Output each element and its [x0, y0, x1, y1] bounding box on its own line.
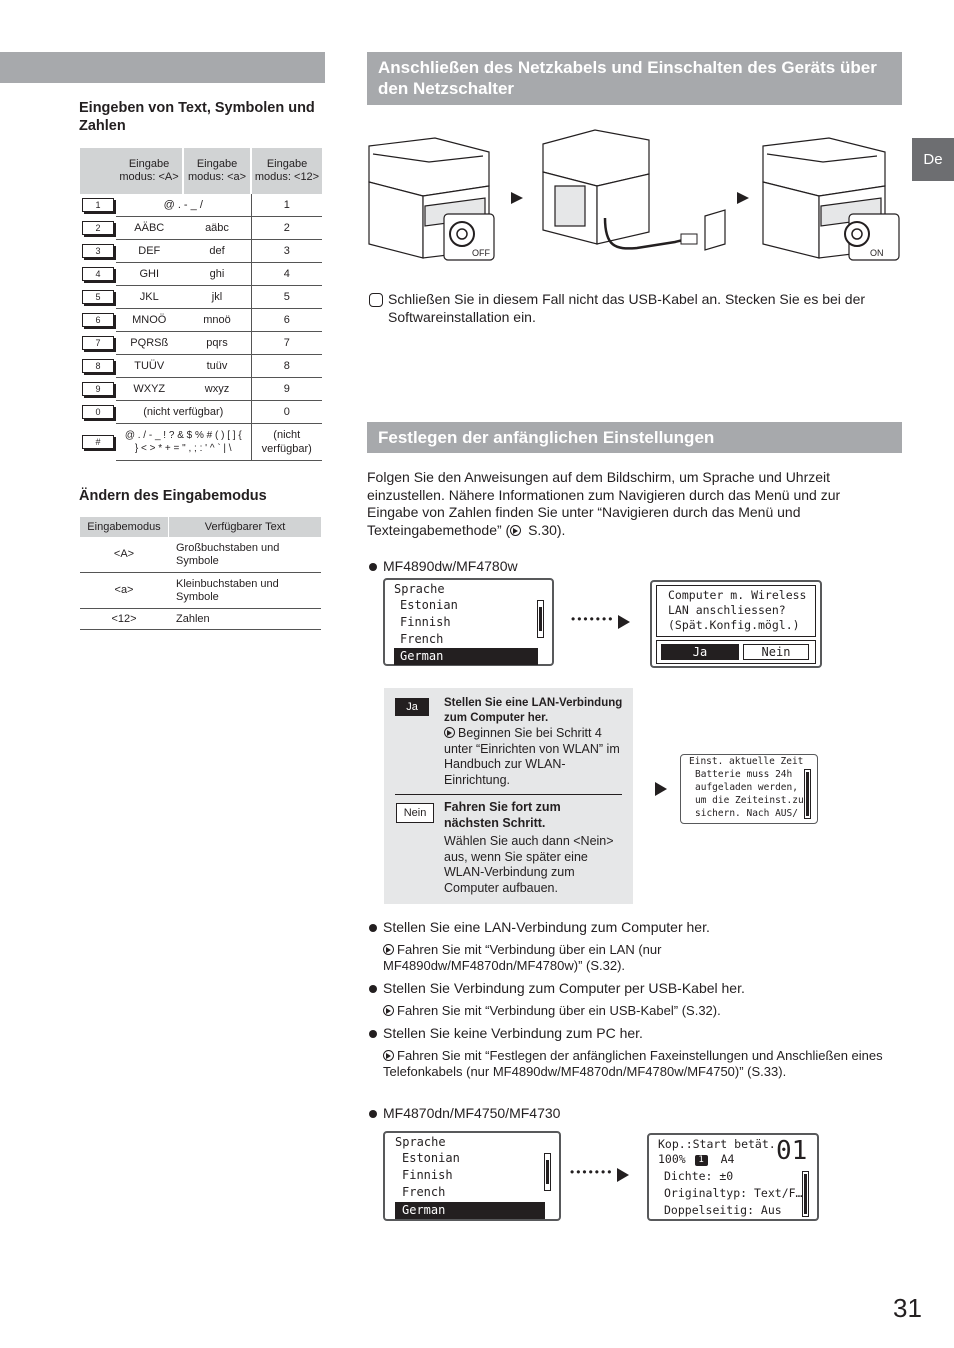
table-cell: @ . / - _ ! ? & $ % # ( ) [ ] { } < > * + = " , ; : ' ^ ` | \ [116, 424, 251, 461]
key-2-icon: 2 [82, 221, 114, 235]
scrollbar [537, 600, 544, 638]
bullet-icon [369, 1110, 377, 1118]
table-cell: 7 [251, 332, 322, 355]
off-label: OFF [472, 248, 490, 258]
table-cell: <a> [80, 573, 169, 609]
lcd-language-screen [383, 578, 554, 666]
reference-arrow-icon [383, 944, 394, 955]
yes-bold: Stellen Sie eine LAN-Verbindung zum Computer her. [444, 697, 623, 724]
lcd-line: Doppelseitig: Aus [664, 1203, 782, 1217]
bullet-sub [383, 1003, 883, 1019]
lcd-item: Finnish [402, 1168, 453, 1182]
table-cell: MNOÖ [116, 309, 183, 332]
reference-arrow-icon [444, 727, 455, 738]
bullet-sub-text: Fahren Sie mit “Verbindung über ein LAN (nur MF4890dw/MF4870dn/MF4780w)” (S.32). [383, 942, 662, 973]
lcd-line: um die Zeiteinst.zu [695, 795, 804, 806]
reference-arrow-icon [383, 1005, 394, 1016]
lcd-item: French [402, 1185, 446, 1199]
key-3-icon: 3 [82, 244, 114, 258]
table-row [80, 424, 322, 461]
mode-table-header: Eingabemodus [80, 517, 169, 537]
lcd-wireless-screen [650, 580, 822, 668]
bullet-icon [369, 563, 377, 571]
model1-label: MF4890dw/MF4780w [383, 558, 518, 574]
key-table-header: Eingabe modus: <12> [251, 148, 322, 194]
table-cell: Kleinbuchstaben und Symbole [169, 573, 322, 609]
language-tab: De [912, 138, 954, 181]
table-cell: def [183, 240, 251, 263]
table-cell: 0 [251, 401, 322, 424]
table-row [80, 263, 322, 286]
intro-text: Folgen Sie den Anweisungen auf dem Bildschirm, um Sprache und Uhrzeit einzustellen. Nähere Informationen zum Navigieren durch das Menü und zur Eingabe von Zahlen finden Sie unter “Navigieren durch das Menü und Texteingabemethode” ( [367, 469, 841, 538]
key-1-icon: 1 [82, 198, 114, 212]
lcd-item: French [400, 632, 444, 646]
table-cell: pqrs [183, 332, 251, 355]
table-cell: tuüv [183, 355, 251, 378]
no-key: Nein [396, 803, 434, 823]
yes-text-block [444, 726, 622, 788]
power-illustration [365, 126, 905, 266]
mode-change-heading: Ändern des Eingabemodus [79, 488, 267, 504]
dotted-arrow: ••••••• [571, 612, 615, 626]
no-bold: Fahren Sie fort zum nächsten Schritt. [444, 800, 561, 830]
table-row [80, 573, 321, 609]
on-label: ON [870, 248, 884, 258]
table-row [80, 609, 321, 630]
key-9-icon: 9 [82, 382, 114, 396]
key-5-icon: 5 [82, 290, 114, 304]
left-header-bar [0, 52, 325, 83]
table-cell: 1 [251, 194, 322, 217]
bullet-text: Stellen Sie Verbindung zum Computer per USB-Kabel her. [383, 980, 745, 996]
scrollbar [544, 1153, 551, 1191]
zoom-value: 100% [658, 1152, 686, 1166]
bullet-icon [369, 985, 377, 993]
bullet-sub [383, 942, 683, 974]
table-row [80, 537, 321, 573]
lcd-title: Sprache [394, 582, 445, 596]
table-cell: <12> [80, 609, 169, 630]
table-cell: <A> [80, 537, 169, 573]
table-cell: aäbc [183, 217, 251, 240]
copy-count: 01 [776, 1136, 808, 1166]
table-row [80, 355, 322, 378]
arrow-right-icon [655, 782, 667, 796]
lcd-item: Estonian [400, 598, 458, 612]
lcd-copy-screen [647, 1133, 819, 1221]
bullet-sub [383, 1048, 883, 1080]
reference-arrow-icon [510, 525, 521, 536]
table-row [80, 309, 322, 332]
key-table [80, 148, 322, 461]
table-cell: PQRSß [116, 332, 183, 355]
table-cell: 9 [251, 378, 322, 401]
lcd-line: Kop.:Start betät. [658, 1137, 776, 1151]
table-cell: 2 [251, 217, 322, 240]
reference-arrow-icon [383, 1050, 394, 1061]
model2-label: MF4870dn/MF4750/MF4730 [383, 1105, 561, 1121]
lcd-line: Originaltyp: Text/F… [664, 1186, 803, 1200]
key-4-icon: 4 [82, 267, 114, 281]
tray-icon: 1 [695, 1155, 708, 1166]
key-6-icon: 6 [82, 313, 114, 327]
table-cell: (nicht verfügbar) [251, 424, 322, 461]
lcd-item: Estonian [402, 1151, 460, 1165]
lcd-line: LAN anschliessen? [668, 603, 786, 617]
mode-table [80, 517, 321, 630]
power-note: Schließen Sie in diesem Fall nicht das USB-Kabel an. Stecken Sie es bei der Softwareinstallation ein. [388, 291, 866, 325]
scrollbar [804, 769, 811, 819]
key-table-header: Eingabe modus: <a> [183, 148, 251, 194]
table-row [80, 286, 322, 309]
lcd-line: Einst. aktuelle Zeit [689, 756, 804, 767]
bullet-icon [369, 1030, 377, 1038]
dotted-arrow: ••••••• [570, 1165, 614, 1179]
lcd-line: (Spät.Konfig.mögl.) [668, 618, 800, 632]
key-table-header: Eingabe modus: <A> [116, 148, 183, 194]
table-row [80, 240, 322, 263]
table-row [80, 378, 322, 401]
key-hash-icon: # [82, 435, 114, 449]
bullet-icon [369, 924, 377, 932]
lcd-item: Finnish [400, 615, 451, 629]
mode-table-header: Verfügbarer Text [169, 517, 322, 537]
key-0-icon: 0 [82, 405, 114, 419]
table-cell: 3 [251, 240, 322, 263]
yes-key: Ja [395, 698, 429, 716]
table-cell: mnoö [183, 309, 251, 332]
choice-box [384, 688, 633, 904]
lcd-yes-button[interactable]: Ja [661, 644, 739, 660]
page-number: 31 [893, 1293, 922, 1323]
table-cell: WXYZ [116, 378, 183, 401]
table-cell: 8 [251, 355, 322, 378]
table-row [80, 217, 322, 240]
bullet-text: Stellen Sie eine LAN-Verbindung zum Computer her. [383, 919, 710, 935]
lcd-line: Dichte: ±0 [664, 1169, 734, 1183]
initial-heading: Festlegen der anfänglichen Einstellungen [367, 422, 902, 453]
table-cell: DEF [116, 240, 183, 263]
table-cell: Großbuchstaben und Symbole [169, 537, 322, 573]
power-heading: Anschließen des Netzkabels und Einschalten des Geräts über den Netzschalter [367, 52, 902, 105]
table-row [80, 401, 322, 424]
table-cell: wxyz [183, 378, 251, 401]
yes-text: Beginnen Sie bei Schritt 4 unter “Einrichten von WLAN” im Handbuch zur WLAN-Einrichtung. [444, 726, 620, 787]
lcd-no-button[interactable]: Nein [743, 644, 809, 660]
key-7-icon: 7 [82, 336, 114, 350]
bullet-text: Stellen Sie keine Verbindung zum PC her. [383, 1025, 643, 1041]
table-cell: 5 [251, 286, 322, 309]
intro-ref: S.30). [524, 521, 566, 538]
table-cell: AÄBC [116, 217, 183, 240]
table-cell: JKL [116, 286, 183, 309]
table-row [80, 194, 322, 217]
caution-icon [369, 293, 383, 307]
lcd-line: sichern. Nach AUS/ [695, 808, 798, 819]
lcd-time-screen [680, 754, 818, 824]
lcd-status-line [649, 1152, 817, 1167]
scrollbar [802, 1171, 809, 1217]
table-cell: TUÜV [116, 355, 183, 378]
text-entry-heading: Eingeben von Text, Symbolen und Zahlen [79, 100, 315, 134]
paper-size: A4 [720, 1152, 735, 1166]
table-cell: 6 [251, 309, 322, 332]
lcd-title: Sprache [395, 1135, 446, 1149]
lcd-item-selected: German [395, 1202, 545, 1219]
lcd-item-selected: German [394, 648, 538, 665]
table-cell: GHI [116, 263, 183, 286]
table-cell: jkl [183, 286, 251, 309]
table-cell: Zahlen [169, 609, 322, 630]
initial-intro [367, 469, 857, 539]
arrow-right-icon [617, 1168, 629, 1182]
table-cell: ghi [183, 263, 251, 286]
table-cell: @ . - _ / [116, 194, 251, 217]
lcd-line: Computer m. Wireless [668, 588, 807, 602]
table-row [80, 332, 322, 355]
key-8-icon: 8 [82, 359, 114, 373]
bullet-sub-text: Fahren Sie mit “Festlegen der anfänglichen Faxeinstellungen und Anschließen eines Telefonkabels (nur MF4890dw/MF4870dn/MF4780w/MF4750)” (S.33). [383, 1048, 883, 1079]
table-cell: 4 [251, 263, 322, 286]
divider [395, 794, 622, 795]
arrow-right-icon [618, 615, 630, 629]
table-cell: (nicht verfügbar) [116, 401, 251, 424]
bullet-sub-text: Fahren Sie mit “Verbindung über ein USB-Kabel” (S.32). [397, 1003, 721, 1018]
lcd-line: aufgeladen werden, [695, 782, 798, 793]
lcd-line: Batterie muss 24h [695, 769, 793, 780]
lcd-language-screen-2 [383, 1131, 561, 1221]
no-text: Wählen Sie auch dann <Nein> aus, wenn Sie später eine WLAN-Verbindung zum Computer aufbauen. [444, 834, 614, 895]
